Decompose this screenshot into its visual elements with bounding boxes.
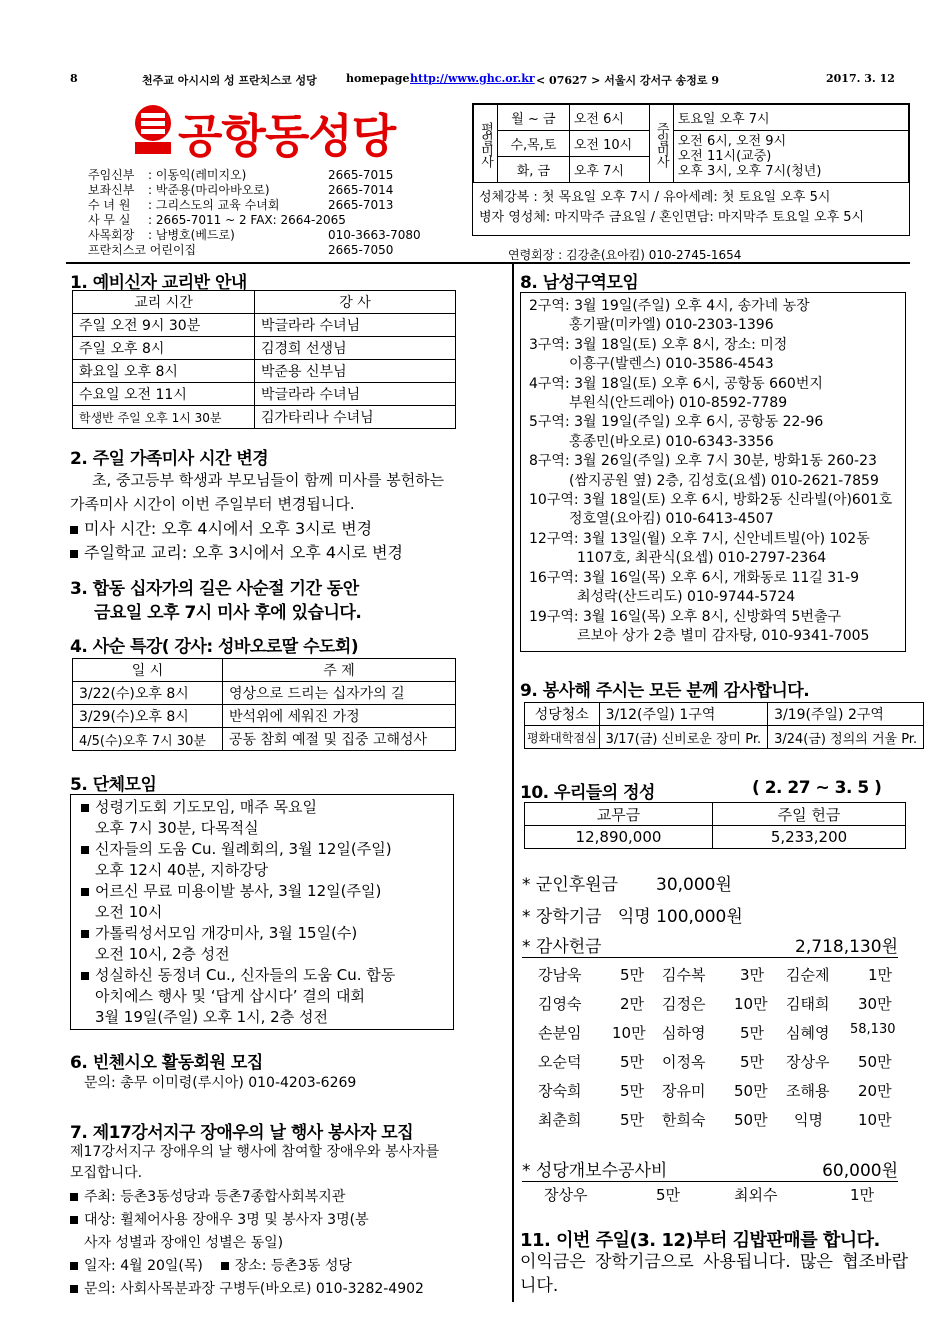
parish-full-name: 천주교 아시시의 성 프란치스코 성당 bbox=[142, 74, 317, 87]
section-6-body: 문의: 총무 이미령(루시아) 010-4203-6269 bbox=[84, 1075, 357, 1091]
donor-grid: 강남욱 5만 김수복 3만 김순제 1만 김영숙 2만 김정은 10만 김태희 30만 손분임 10만 심하영 5만 심혜영 58,130 오순덕 5만 이정옥 5만 장상우 50만 장숙희 5만 장유미 50만 조해용 20만 최춘희 5만 한희숙 50만 익명 10만 bbox=[538, 966, 896, 1129]
section-7-body: 제17강서지구 장애우의 날 행사에 참여할 장애우와 봉사자를 모집합니다. bbox=[70, 1144, 440, 1181]
section-3-title-1: 3. 합동 십자가의 길은 사순절 기간 동안 bbox=[70, 579, 359, 599]
table-row: 3/29(수)오후 8시 반석위에 세워진 가정 bbox=[73, 705, 456, 728]
sunday-mass-label: 주일미사 bbox=[653, 121, 669, 166]
group-meetings-box: 성령기도회 기도모임, 매주 목요일 오후 7시 30분, 다목적실 신자들의 도움 Cu. 월례회의, 3월 12일(주일) 오후 12시 40분, 지하강당 어르신 무료 미용이발 봉사, 3월 12일(주일) 오전 10시 가톨릭성서모임 개강미사, 3월 15일(수) 오전 10시, 2층 성전 성실하신 동정녀 Cu., 신자들의 도움 Cu. 합동 아치에스 행사 및 ‘답게 삽시다’ 결의 대회 3월 19일(주일) 오후 1시, 2층 성전 bbox=[70, 794, 454, 1030]
table-row: 성당청소 3/12(주일) 1구역 3/19(주일) 2구역 bbox=[525, 703, 924, 726]
section-11-body: 이익금은 장학기금으로 사용됩니다. 많은 협조바랍니다. bbox=[520, 1252, 908, 1296]
section-7-items: 주최: 등촌3동성당과 등촌7종합사회복지관 대상: 휠체어사용 장애우 3명 및 봉사자 3명(봉 사자 성별과 장애인 성별은 동일) 일자: 4월 20일(목) 장소: 등촌3동 성당 문의: 사회사목분과장 구병두(바오로) 010-3282-4902 bbox=[70, 1186, 424, 1301]
offerings-table: 교무금 주일 헌금 12,890,000 5,233,200 bbox=[524, 802, 906, 849]
military-donation: * 군인후원금 30,000원 bbox=[522, 875, 732, 895]
lenten-lecture-table: 일 시 주 제 3/22(수)오후 8시 영상으로 드리는 십자가의 길 3/29(수)오후 8시 반석위에 세워진 가정 4/5(수)오후 7시 30분 공동 참회 예절 및 집중 고해성사 bbox=[72, 658, 456, 751]
table-row: 평화대학점심 3/17(금) 신비로운 장미 Pr. 3/24(금) 정의의 거울 Pr. bbox=[525, 726, 924, 749]
funeral-contact: 연령회장 : 김강춘(요아킴) 010-2745-1654 bbox=[508, 248, 742, 262]
district-meetings-box: 2구역: 3월 19일(주일) 오후 4시, 송가네 농장 홍기팔(미카엘) 010-2303-1396 3구역: 3월 18일(토) 오후 8시, 장소: 미정 이흥구(발렌스) 010-3586-4543 4구역: 3월 18일(토) 오후 6시, 공항동 660번지 부원식(안드레아) 010-8592-7789 5구역: 3월 19일(주일) 오후 6시, 공항동 22-96 홍종민(바오로) 010-6343-3356 8구역: 3월 26일(주일) 오후 7시 30분, 방화1동 260-23 (쌈지공원 옆) 2층, 김성호(요셉) 010-2621-7859 10구역: 3월 18일(토) 오후 6시, 방화2동 신라빌(아)601호 정호열(요아킴) 010-6413-4507 12구역: 3월 13일(월) 오후 7시, 신안네트빌(아) 102동 1107호, 최관식(요셉) 010-2797-2364 16구역: 3월 16일(목) 오후 6시, 개화동로 11길 31-9 최성락(산드리도) 010-9744-5724 19구역: 3월 16일(목) 오후 8시, 신방화역 5번출구 르보아 상가 2층 별미 감자탕, 010-9341-7005 bbox=[520, 292, 906, 652]
header-divider bbox=[66, 262, 910, 264]
homepage-label: homepage bbox=[346, 72, 410, 85]
list-item: 주일학교 교리: 오후 3시에서 오후 4시로 변경 bbox=[70, 540, 403, 563]
section-2-title: 2. 주일 가족미사 시간 변경 bbox=[70, 449, 269, 469]
table-row: 3/22(수)오후 8시 영상으로 드리는 십자가의 길 bbox=[73, 682, 456, 705]
table-row: 화요일 오후 8시 박준용 신부님 bbox=[73, 360, 456, 383]
section-11-title: 11. 이번 주일(3. 12)부터 김밥판매를 합니다. bbox=[520, 1230, 880, 1251]
volunteer-table bbox=[524, 702, 924, 749]
table-row: 주일 오후 8시 김경희 선생님 bbox=[73, 337, 456, 360]
address: < 07627 > 서울시 강서구 송정로 9 bbox=[536, 74, 719, 87]
section-8-title: 8. 남성구역모임 bbox=[520, 273, 639, 293]
table-row: 학생반 주일 오후 1시 30분 김가타리나 수녀님 bbox=[73, 406, 456, 429]
section-5-title: 5. 단체모임 bbox=[70, 775, 157, 795]
scholarship-donation: * 장학기금 익명 100,000원 bbox=[522, 907, 743, 927]
mass-table: 평일미사 월 ~ 금 오전 6시 주일미사 토요일 오후 7시 수,목,토 오전 10시 오전 6시, 오전 9시 오전 11시(교중) 오후 3시, 오후 7시(청년) 화, 금 오후 7시 bbox=[473, 104, 909, 183]
parish-title: 공항동성당 bbox=[178, 109, 396, 163]
thanks-donation: * 감사헌금 2,718,130원 bbox=[522, 932, 898, 958]
section-10-title: 10. 우리들의 정성 bbox=[520, 783, 655, 803]
page-number: 8 bbox=[70, 72, 78, 85]
parish-logo bbox=[132, 104, 174, 156]
section-3-title-2: 금요일 오후 7시 미사 후에 있습니다. bbox=[94, 603, 362, 623]
section-2-body: 초, 중고등부 학생과 부모님들이 함께 미사를 봉헌하는 가족미사 시간이 이번 주일부터 변경됩니다. bbox=[70, 471, 445, 513]
date: 2017. 3. 12 bbox=[826, 72, 895, 85]
table-row: 4/5(수)오후 7시 30분 공동 참회 예절 및 집중 고해성사 bbox=[73, 728, 456, 751]
section-7-title: 7. 제17강서지구 장애우의 날 행사 봉사자 모집 bbox=[70, 1123, 414, 1143]
homepage-link[interactable]: http://www.ghc.or.kr bbox=[410, 72, 535, 85]
table-row: 수요일 오전 11시 박글라라 수녀님 bbox=[73, 383, 456, 406]
weekday-mass-label: 평일미사 bbox=[478, 121, 493, 166]
renovation-donors: 장상우 5만 최외수 1만 bbox=[544, 1186, 875, 1204]
mass-schedule-box bbox=[472, 103, 910, 236]
section-1-title: 1. 예비신자 교리반 안내 bbox=[70, 273, 247, 293]
section-9-title: 9. 봉사해 주시는 모든 분께 감사합니다. bbox=[520, 681, 810, 701]
list-item: 미사 시간: 오후 4시에서 오후 3시로 변경 bbox=[70, 516, 372, 539]
column-divider bbox=[512, 262, 514, 1302]
mass-notes: 성체강복 : 첫 목요일 오후 7시 / 유아세례: 첫 토요일 오후 5시 병자 영성체: 마지막주 금요일 / 혼인면담: 마지막주 토요일 오후 5시 bbox=[479, 190, 865, 225]
catechism-table: 교리 시간 강 사 주일 오전 9시 30분 박글라라 수녀님 주일 오후 8시 김경희 선생님 화요일 오후 8시 박준용 신부님 수요일 오전 11시 박글라라 수녀님 학생반 주일 오후 1시 30분 김가타리나 수녀님 bbox=[72, 290, 456, 429]
renovation-donation: * 성당개보수공사비 60,000원 bbox=[522, 1156, 898, 1182]
section-6-title: 6. 빈첸시오 활동회원 모집 bbox=[70, 1053, 263, 1073]
section-10-period: ( 2. 27 ~ 3. 5 ) bbox=[752, 778, 882, 798]
section-4-title: 4. 사순 특강( 강사: 성바오로딸 수도회) bbox=[70, 637, 359, 657]
table-row: 주일 오전 9시 30분 박글라라 수녀님 bbox=[73, 314, 456, 337]
